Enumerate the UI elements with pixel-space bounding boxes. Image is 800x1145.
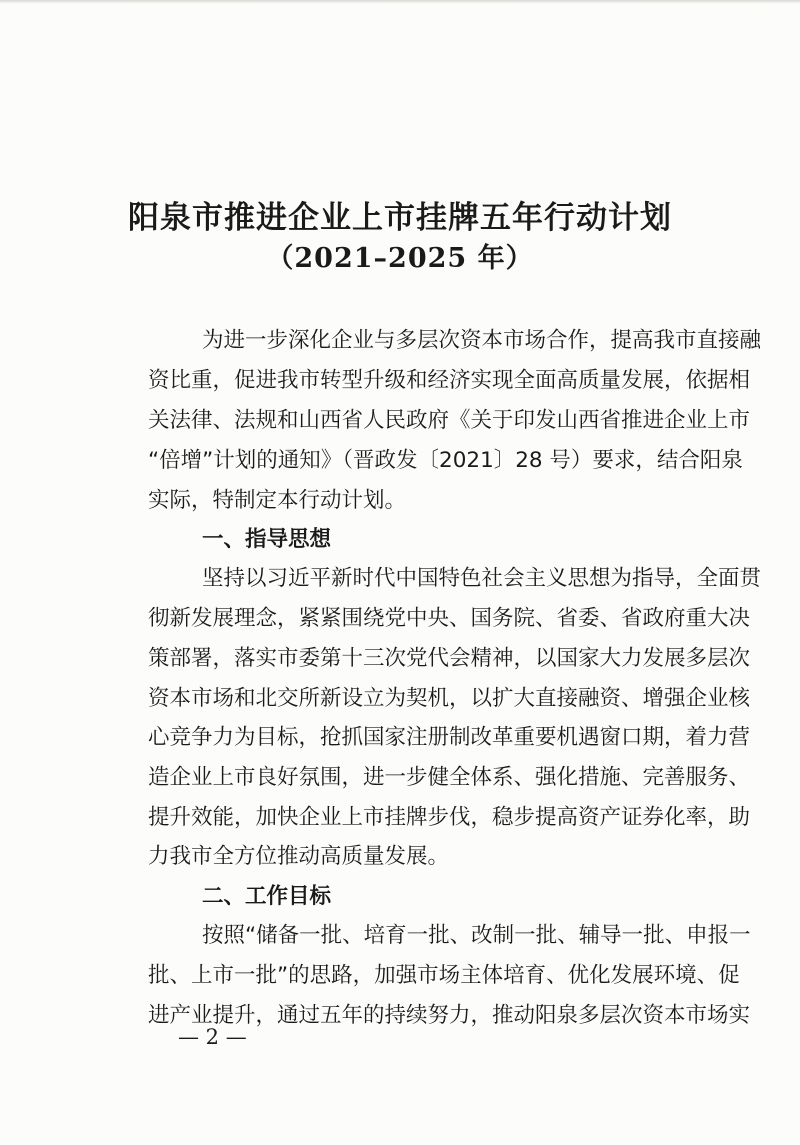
paragraph-line: 彻新发展理念，紧紧围绕党中央、国务院、省委、省政府重大决 xyxy=(148,606,751,631)
intro-line: “倍增”计划的通知》（晋政发〔2021〕28 号）要求，结合阳泉 xyxy=(148,448,743,473)
paragraph-line: 坚持以习近平新时代中国特色社会主义思想为指导，全面贯 xyxy=(202,566,762,591)
paragraph-line: 进产业提升，通过五年的持续努力，推动阳泉多层次资本市场实 xyxy=(148,1003,751,1028)
paragraph-line: 造企业上市良好氛围，进一步健全体系、强化措施、完善服务、 xyxy=(148,765,751,790)
intro-line: 为进一步深化企业与多层次资本市场合作，提高我市直接融 xyxy=(202,328,762,353)
document-title: 阳泉市推进企业上市挂牌五年行动计划 xyxy=(128,200,672,236)
section-heading: 一、指导思想 xyxy=(202,527,332,552)
document-subtitle: （2021–2025 年） xyxy=(266,243,534,274)
paragraph-line: 力我市全方位推动高质量发展。 xyxy=(148,844,450,869)
scan-top-edge xyxy=(0,0,800,4)
page-number: — 2 — xyxy=(178,1025,247,1049)
paragraph-line: 策部署，落实市委第十三次党代会精神，以国家大力发展多层次 xyxy=(148,646,751,671)
section-heading: 二、工作目标 xyxy=(202,884,332,909)
paragraph-line: 资本市场和北交所新设立为契机，以扩大直接融资、增强企业核 xyxy=(148,686,751,711)
paragraph-line: 批、上市一批”的思路，加强市场主体培育、优化发展环境、促 xyxy=(148,963,740,988)
intro-line: 实际，特制定本行动计划。 xyxy=(148,488,407,513)
intro-line: 关法律、法规和山西省人民政府《关于印发山西省推进企业上市 xyxy=(148,408,751,433)
intro-line: 资比重，促进我市转型升级和经济实现全面高质量发展，依据相 xyxy=(148,368,751,393)
paragraph-line: 心竞争力为目标，抢抓国家注册制改革重要机遇窗口期，着力营 xyxy=(148,725,751,750)
paragraph-line: 按照“储备一批、培育一批、改制一批、辅导一批、申报一 xyxy=(202,923,751,948)
paragraph-line: 提升效能，加快企业上市挂牌步伐，稳步提高资产证券化率，助 xyxy=(148,805,751,830)
